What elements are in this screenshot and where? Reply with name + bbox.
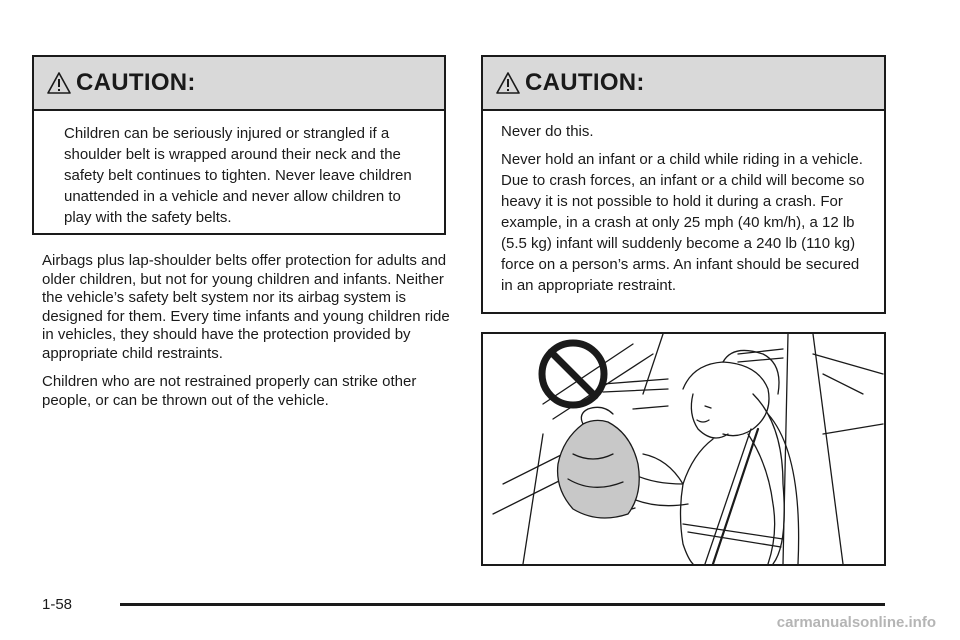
footer-rule <box>120 603 885 606</box>
caution-title: CAUTION: <box>76 69 196 96</box>
warning-triangle-icon <box>495 71 521 95</box>
illustration-drawing <box>483 334 884 564</box>
caution-paragraph: Never do this. <box>501 123 594 140</box>
body-paragraph: Airbags plus lap-shoulder belts offer protection for adults and older children, but not for young children and infants. Neither the vehicle’s safety belt system nor its airbag system is designed for them. Every time infants and young children ride in vehicles, they should have the protection provided by appropriate child restraints. <box>42 252 450 362</box>
caution-body <box>483 111 884 296</box>
caution-header <box>34 57 444 111</box>
caution-paragraph: Never hold an infant or a child while riding in a vehicle. Due to crash forces, an infant or a child will become so heavy it is not possible to hold it during a crash. For example, in a crash at only 25 mph (40 km/h), a 12 lb (5.5 kg) infant will suddenly become a 240 lb (110 kg) force on a person’s arms. An infant should be secured in an appropriate restraint. <box>501 151 865 294</box>
watermark: carmanualsonline.info <box>776 614 936 631</box>
warning-triangle-icon <box>46 71 72 95</box>
caution-body <box>34 111 444 228</box>
body-paragraph: Children who are not restrained properly can strike other people, or can be thrown out of the vehicle. <box>42 373 417 409</box>
caution-box-right <box>481 55 886 314</box>
body-text <box>42 252 452 420</box>
caution-paragraph: Children can be seriously injured or strangled if a shoulder belt is wrapped around their neck and the safety belt continues to tighten. Never leave children unattended in a vehicle and never allow children to play with the safety belts. <box>64 125 412 226</box>
caution-header <box>483 57 884 111</box>
caution-box-left <box>32 55 446 235</box>
caution-title: CAUTION: <box>525 69 645 96</box>
illustration-figure <box>481 332 886 566</box>
page-number: 1-58 <box>42 596 73 613</box>
prohibition-icon <box>542 343 604 405</box>
